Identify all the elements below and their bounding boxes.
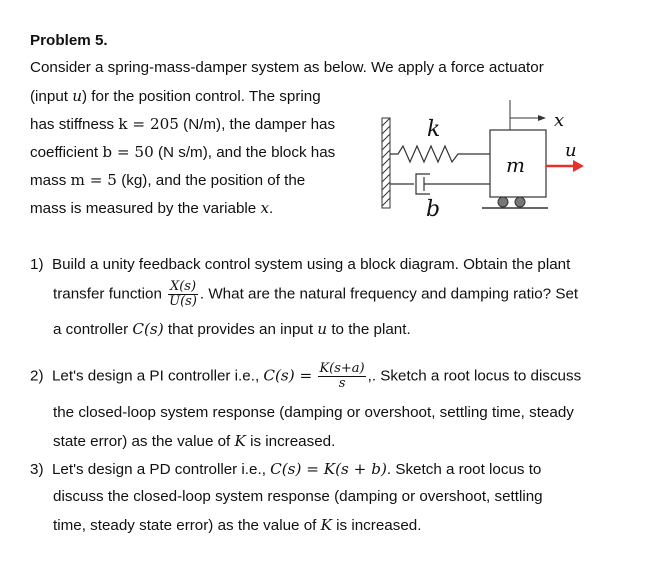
plant-transfer-fraction: $\frac{X(s)}{U(s)}$ xyxy=(169,279,197,309)
item-3-line-1: 3) Let's design a PD controller i.e., C(s) = K(s + b). Sketch a root locus to xyxy=(30,460,542,478)
item-3-line-2: discuss the closed-loop system response (damping or overshoot, settling xyxy=(53,488,543,505)
force-arrow xyxy=(546,160,584,172)
mass-label: m xyxy=(506,153,525,177)
spring xyxy=(390,146,490,162)
item-1-line-1: 1) Build a unity feedback control system using a block diagram. Obtain the plant xyxy=(30,256,571,273)
wheel-right xyxy=(515,197,525,207)
force-label: u xyxy=(565,140,577,161)
wheel-left xyxy=(498,197,508,207)
intro-line-6: mass is measured by the variable x. xyxy=(30,199,274,217)
spring-label: k xyxy=(427,117,441,142)
position-label: x xyxy=(554,110,565,131)
wall xyxy=(382,118,390,208)
intro-line-3: has stiffness k = 205 (N/m), the damper has xyxy=(30,115,336,133)
intro-line-5: mass m = 5 (kg), and the position of the xyxy=(30,171,306,189)
position-arrow xyxy=(510,100,546,130)
intro-line-1: Consider a spring-mass-damper system as below. We apply a force actuator xyxy=(30,59,544,76)
item-3-line-3: time, steady state error) as the value of K is increased. xyxy=(53,516,422,534)
item-1-line-2: transfer function $\frac{X(s)}{U(s)}$ . What are the natural frequency and damping ratio? Set xyxy=(53,279,579,309)
item-1-line-3: a controller C(s) that provides an input u to the plant. xyxy=(53,320,411,338)
item-2-line-2: the closed-loop system response (damping or overshoot, settling time, steady xyxy=(53,404,574,421)
intro-line-2: (input u) for the position control. The spring xyxy=(30,87,321,105)
damping-value: b = 50 xyxy=(102,143,154,161)
item-2-line-1: 2) Let's design a PI controller i.e., C(s) = $\frac{K(s+a)}{s}$ ,. Sketch a root locus to discuss xyxy=(30,361,582,391)
spring-mass-damper-diagram xyxy=(372,96,592,218)
damper xyxy=(390,174,490,194)
damper-label: b xyxy=(426,197,441,218)
stiffness-value: k = 205 xyxy=(118,115,179,133)
mass-value: m = 5 xyxy=(70,171,117,189)
intro-line-4: coefficient b = 50 (N s/m), and the block has xyxy=(30,143,336,161)
problem-title: Problem 5. xyxy=(30,32,108,49)
pi-controller-fraction: $\frac{K(s+a)}{s}$ xyxy=(319,361,365,391)
item-2-line-3: state error) as the value of K is increased. xyxy=(53,432,336,450)
